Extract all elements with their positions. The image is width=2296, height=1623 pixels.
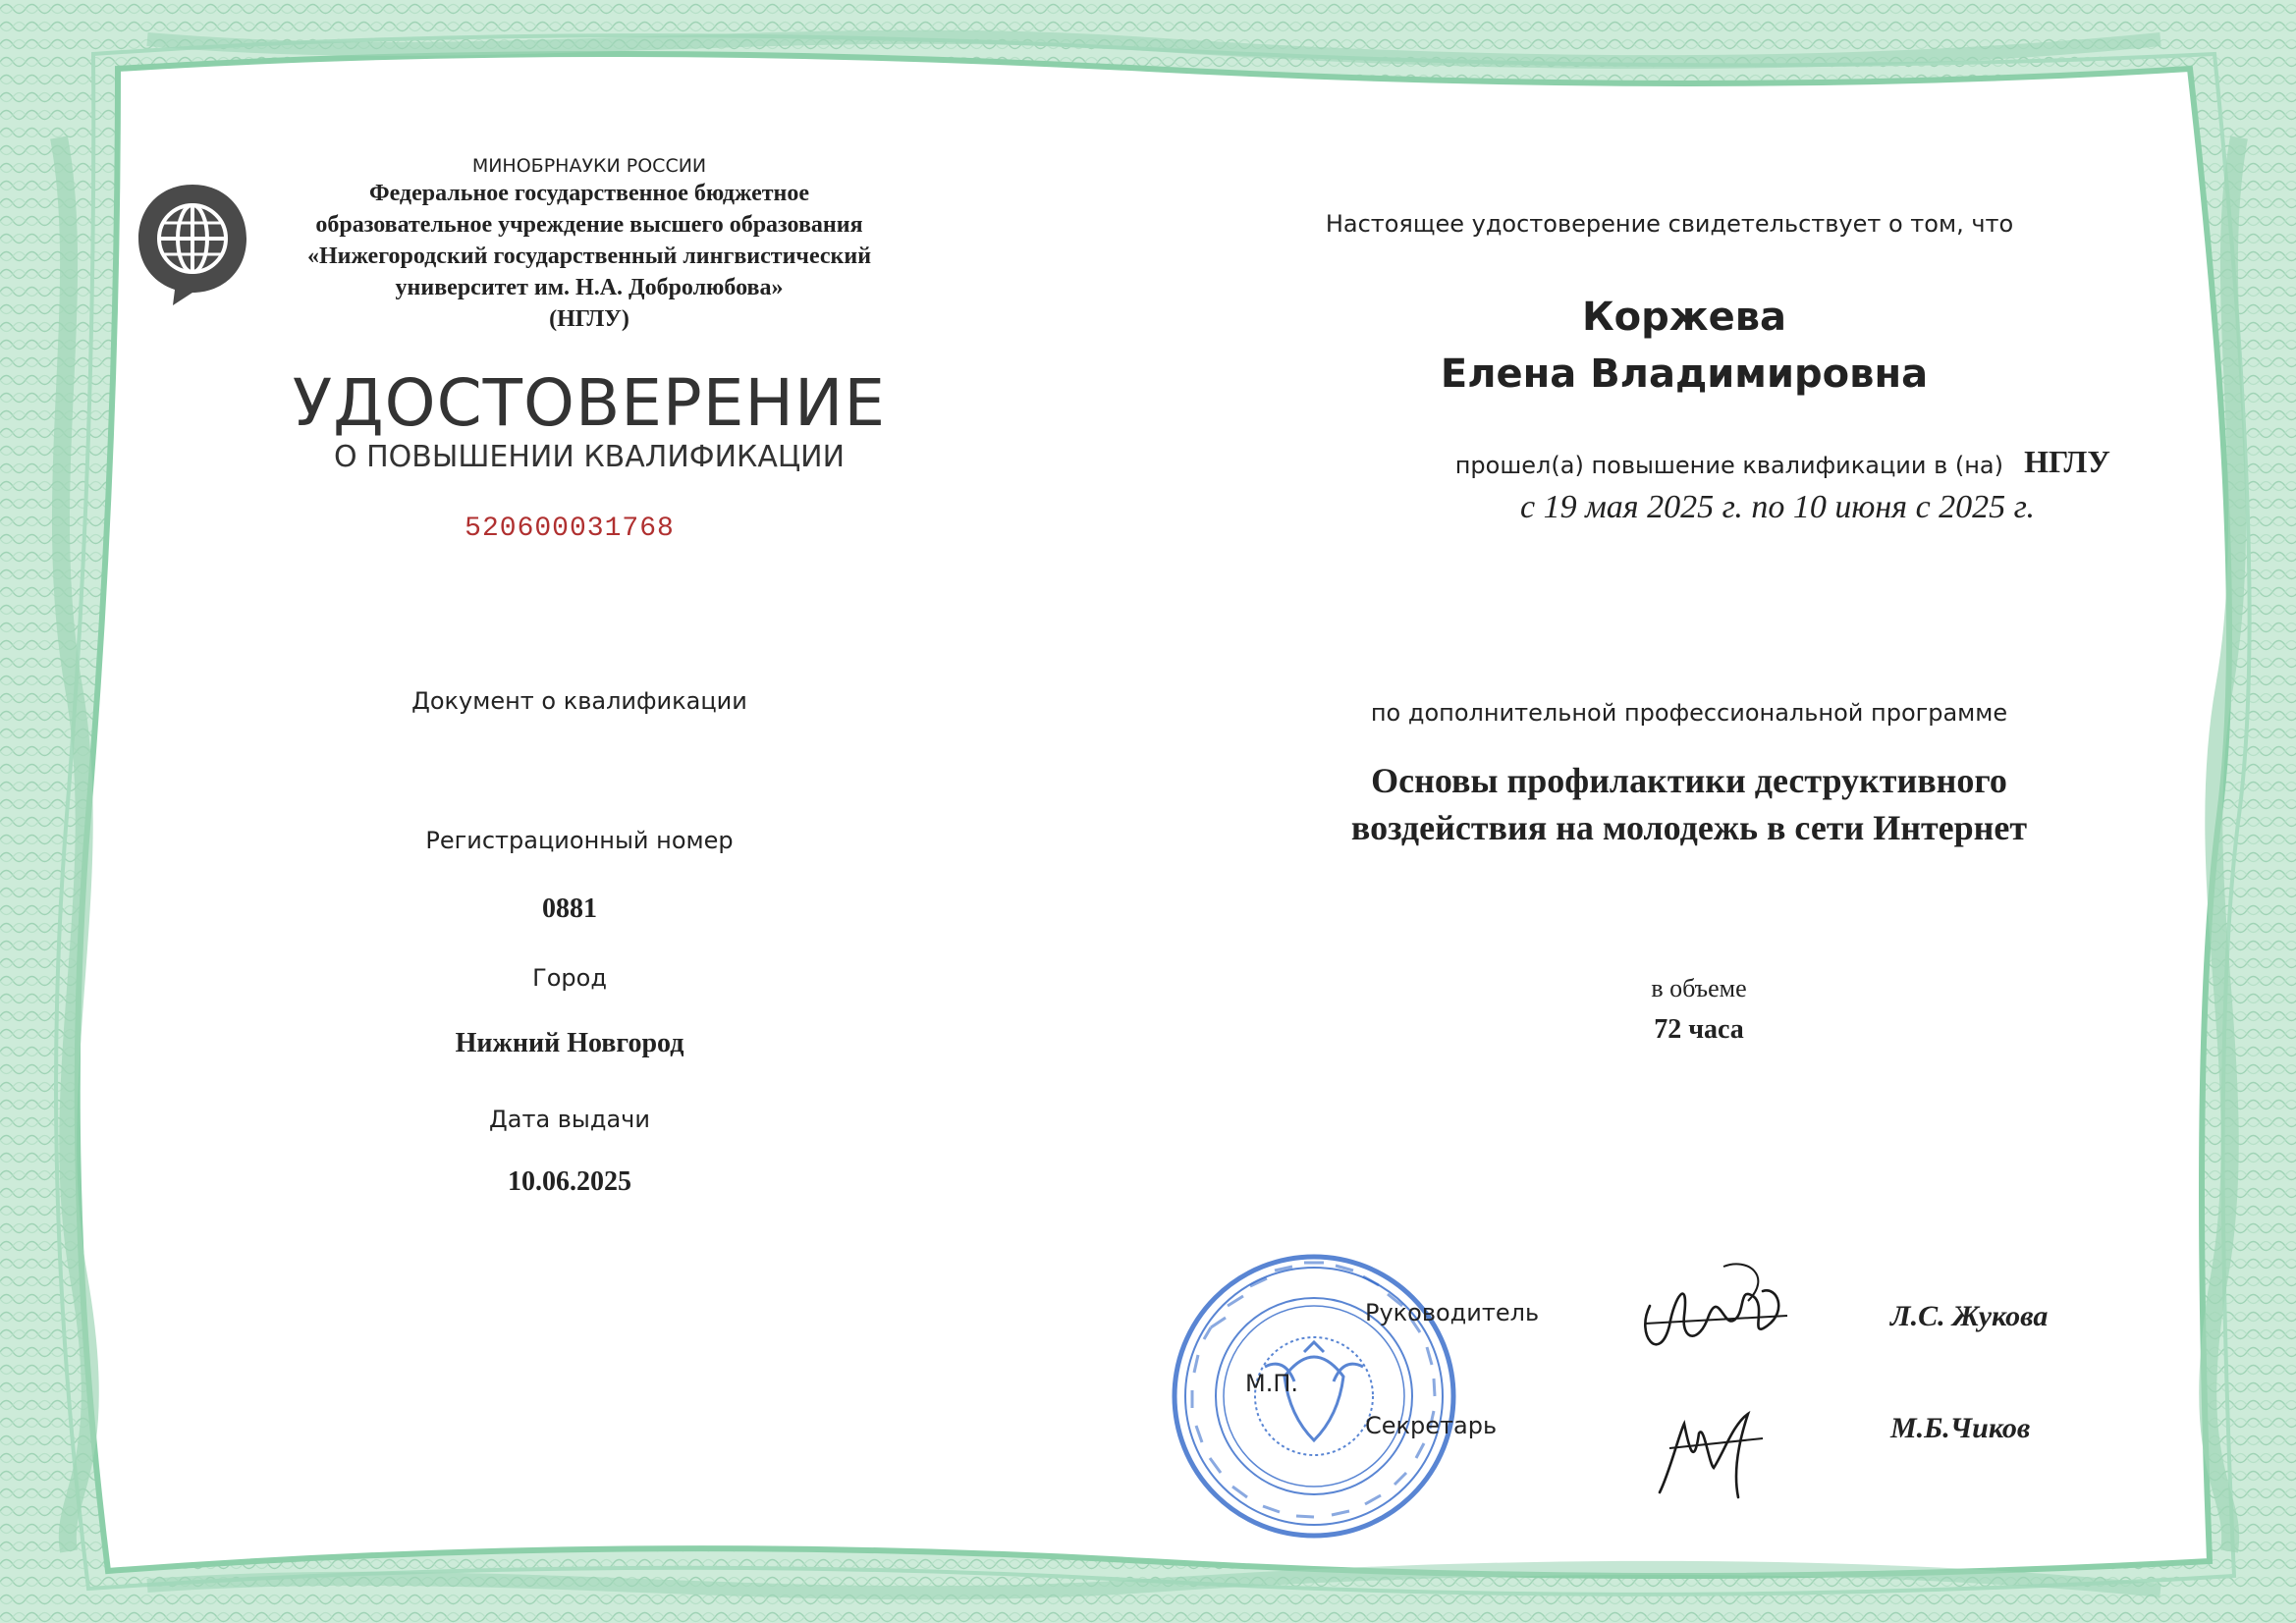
city-value: Нижний Новгород: [455, 1028, 684, 1058]
secretary-name: М.Б.Чиков: [1890, 1412, 2031, 1444]
globe-logo-icon: [134, 180, 251, 307]
program-label: по дополнительной профессиональной программе: [1370, 699, 2008, 727]
registration-number: 0881: [542, 893, 597, 924]
org-name-line1: Федеральное государственное бюджетное: [368, 181, 810, 206]
study-period: с 19 мая 2025 г. по 10 июня с 2025 г.: [1520, 489, 2035, 525]
seal-label: М.П.: [1244, 1370, 1298, 1397]
issue-date-label: Дата выдачи: [489, 1106, 650, 1133]
head-name: Л.С. Жукова: [1890, 1300, 2049, 1332]
holder-surname: Коржева: [1581, 295, 1787, 340]
signature-icon: [1640, 1394, 1787, 1512]
program-title-line1: Основы профилактики деструктивного: [1371, 761, 2007, 800]
institution-abbr: НГЛУ: [2024, 444, 2110, 479]
org-name-line3: «Нижегородский государственный лингвистический: [306, 243, 872, 269]
volume-label: в объеме: [1651, 974, 1747, 1002]
ministry-name: МИНОБРНАУКИ РОССИИ: [471, 155, 707, 177]
org-name-line4: университет им. Н.А. Добролюбова»: [395, 275, 784, 300]
completed-text: прошел(а) повышение квалификации в (на): [1454, 452, 2003, 479]
document-type-label: Документ о квалификации: [411, 687, 747, 715]
org-name-line2: образовательное учреждение высшего образования: [315, 212, 863, 238]
program-title-line2: воздействия на молодежь в сети Интернет: [1350, 808, 2028, 847]
org-abbreviation: (НГЛУ): [549, 306, 629, 332]
serial-number: 520600031768: [465, 514, 675, 544]
document-title: УДОСТОВЕРЕНИЕ: [292, 365, 887, 441]
certification-intro: Настоящее удостоверение свидетельствует о том, что: [1325, 210, 2014, 238]
city-label: Город: [532, 964, 607, 992]
volume-hours: 72 часа: [1654, 1014, 1744, 1045]
registration-number-label: Регистрационный номер: [425, 827, 734, 854]
signature-icon: [1630, 1247, 1797, 1384]
holder-given-names: Елена Владимировна: [1440, 352, 1929, 397]
head-label: Руководитель: [1365, 1299, 1540, 1326]
secretary-label: Секретарь: [1365, 1412, 1498, 1439]
issue-date: 10.06.2025: [508, 1166, 631, 1197]
document-subtitle: О ПОВЫШЕНИИ КВАЛИФИКАЦИИ: [333, 440, 846, 474]
